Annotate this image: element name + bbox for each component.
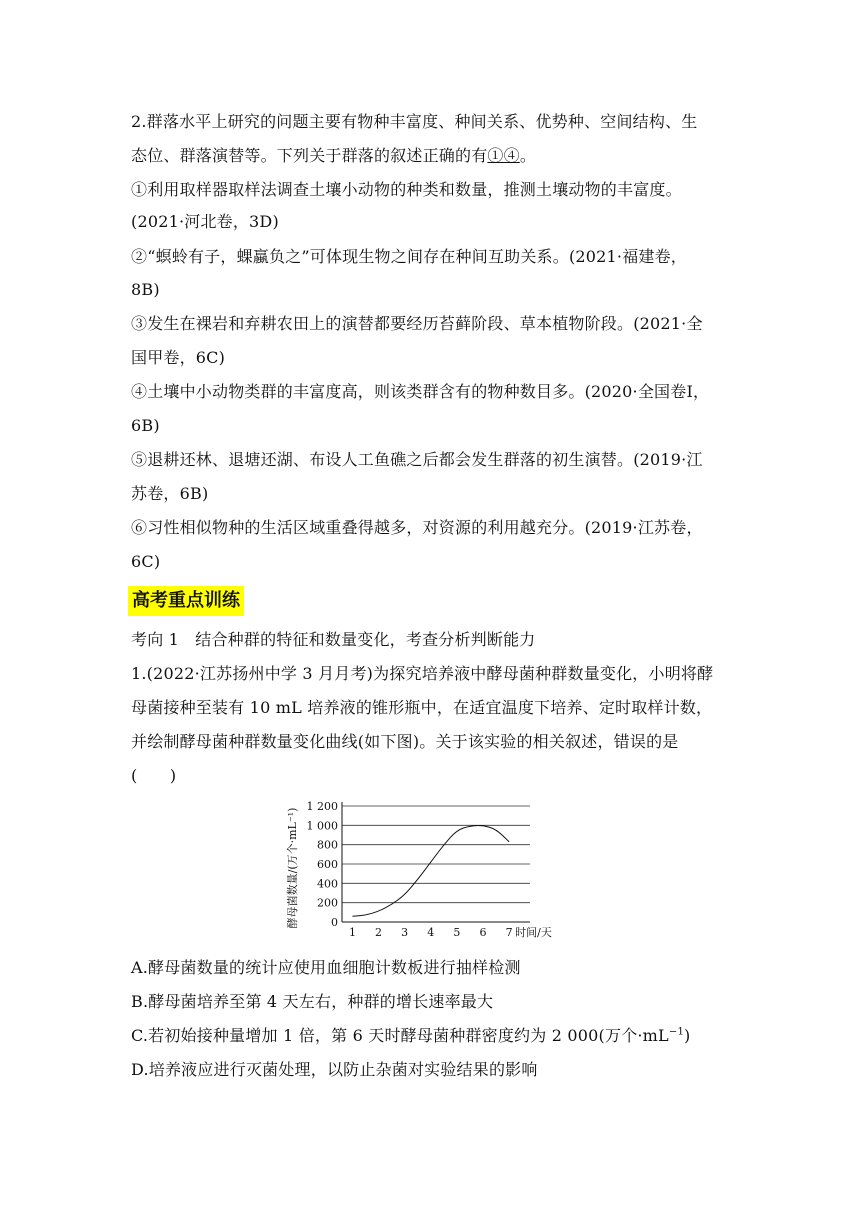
q2-stem-line1: 2.群落水平上研究的问题主要有物种丰富度、种间关系、优势种、空间结构、生 — [131, 112, 698, 131]
q2-option-6: ⑥习性相似物种的生活区域重叠得越多，对资源的利用越充分。(2019·江苏卷， — [131, 518, 703, 537]
y-tick-label: 1 000 — [306, 819, 338, 833]
q2-answer: ①④ — [487, 146, 520, 165]
chart-svg — [278, 790, 578, 950]
x-tick-label: 2 — [375, 926, 383, 939]
q2-stem-end: 。 — [519, 146, 537, 165]
y-tick-label: 800 — [317, 838, 338, 852]
y-tick-label: 200 — [317, 896, 338, 910]
q1-stem-line2: 母菌接种至装有 10 mL 培养液的锥形瓶中，在适宜温度下培养、定时取样计数， — [131, 698, 713, 717]
y-tick-label: 600 — [317, 858, 338, 871]
section-heading: 高考重点训练 — [128, 586, 244, 616]
q1-option-c-text: C.若初始接种量增加 1 倍，第 6 天时酵母菌种群密度约为 2 000(万个·mL — [131, 1026, 669, 1045]
x-tick-label: 1 — [348, 926, 356, 939]
q1-option-c-end: ) — [684, 1026, 691, 1045]
q1-option-b: B.酵母菌培养至第 4 天左右，种群的增长速率最大 — [131, 992, 494, 1011]
x-tick-label: 4 — [427, 926, 435, 939]
x-tick-label: 5 — [453, 926, 461, 939]
q1-option-c — [131, 1026, 731, 1046]
q2-option-2: ②“螟蛉有子，蜾蠃负之”可体现生物之间存在种间互助关系。(2021·福建卷， — [131, 247, 688, 266]
q2-stem-line2 — [131, 146, 731, 166]
q1-option-d: D.培养液应进行灭菌处理，以防止杂菌对实验结果的影响 — [131, 1060, 538, 1079]
q2-option-6-source: 6C) — [131, 552, 161, 571]
x-tick-label: 3 — [401, 926, 409, 939]
q1-answer-blank: ( ) — [131, 766, 177, 785]
y-axis-label: 酵母菌数量/(万个·mL⁻¹) — [286, 807, 299, 929]
q1-option-c-exponent: −1 — [668, 1026, 685, 1038]
x-axis-label: 时间/天 — [515, 926, 552, 939]
q2-option-3-source: 国甲卷，6C) — [131, 348, 226, 367]
y-tick-label: 0 — [331, 916, 338, 929]
q2-option-1: ①利用取样器取样法调查土壤小动物的种类和数量，推测土壤动物的丰富度。 — [131, 180, 682, 199]
q1-stem-line1: 1.(2022·江苏扬州中学 3 月月考)为探究培养液中酵母菌种群数量变化，小明将酵 — [131, 664, 714, 683]
x-tick-label: 7 — [505, 926, 513, 939]
y-tick-label: 400 — [317, 877, 338, 891]
kaoxiang-label: 考向 1 结合种群的特征和数量变化，考查分析判断能力 — [131, 630, 536, 649]
q1-option-a: A.酵母菌数量的统计应使用血细胞计数板进行抽样检测 — [131, 958, 521, 977]
q2-option-2-source: 8B) — [131, 280, 160, 299]
q2-option-1-source: (2021·河北卷，3D) — [131, 212, 279, 231]
y-tick-label: 1 200 — [306, 800, 338, 813]
q1-stem-line3: 并绘制酵母菌种群数量变化曲线(如下图)。关于该实验的相关叙述，错误的是 — [131, 732, 679, 751]
q2-option-5-source: 苏卷，6B) — [131, 484, 209, 503]
q2-option-4-source: 6B) — [131, 416, 160, 435]
q2-stem-text: 态位、群落演替等。下列关于群落的叙述正确的有 — [131, 146, 488, 165]
q2-option-5: ⑤退耕还林、退塘还湖、布设人工鱼礁之后都会发生群落的初生演替。(2019·江 — [131, 450, 703, 469]
x-tick-label: 6 — [479, 926, 487, 939]
q2-option-4: ④土壤中小动物类群的丰富度高，则该类群含有的物种数目多。(2020·全国卷Ⅰ， — [131, 382, 710, 401]
yeast-population-chart — [278, 790, 578, 950]
q2-option-3: ③发生在裸岩和弃耕农田上的演替都要经历苔藓阶段、草本植物阶段。(2021·全 — [131, 314, 703, 333]
